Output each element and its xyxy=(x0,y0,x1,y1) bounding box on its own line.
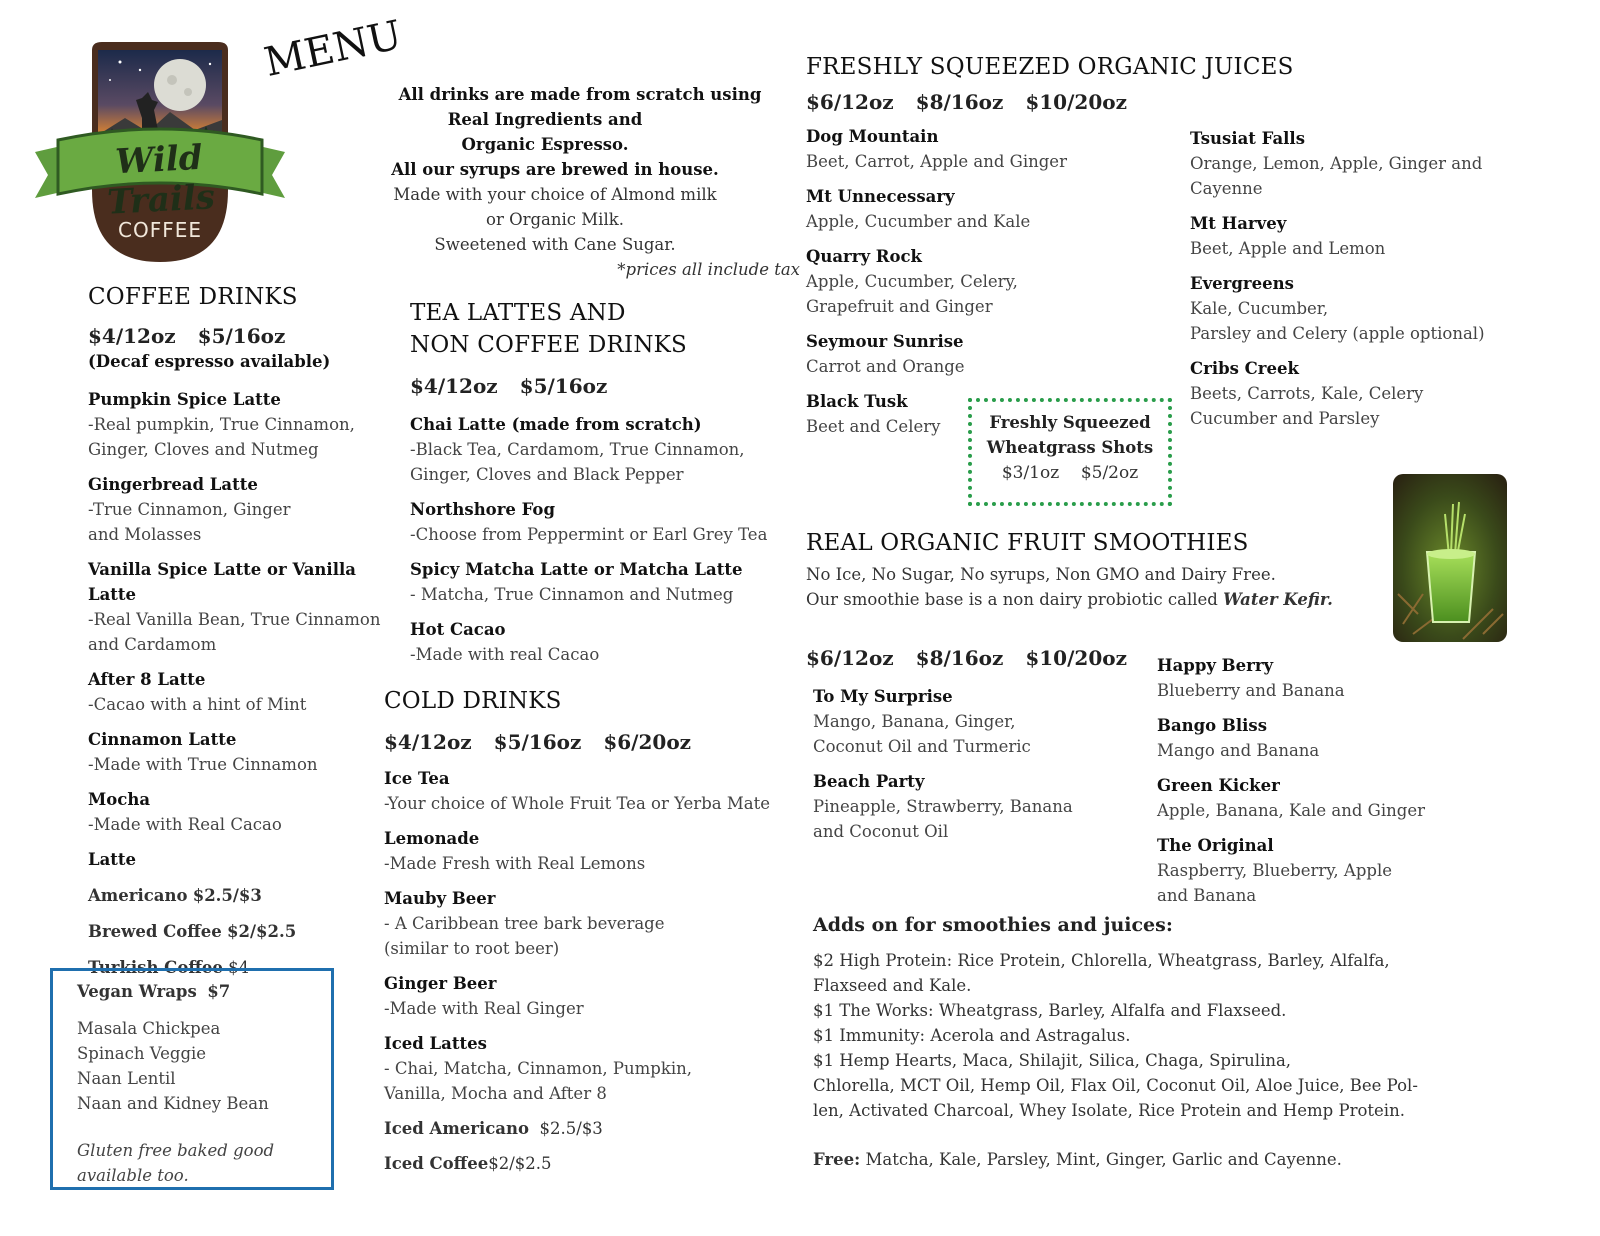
item-desc: - A Caribbean tree bark beverage xyxy=(384,914,665,933)
addon-line: Flaxseed and Kale. xyxy=(813,976,972,995)
item-name: Dog Mountain xyxy=(806,127,939,146)
free-label: Free: xyxy=(813,1150,861,1169)
item-desc: Beet, Apple and Lemon xyxy=(1190,239,1386,258)
item-name: Pumpkin Spice Latte xyxy=(88,390,281,409)
juices-price-12oz: $6/12oz xyxy=(806,90,894,114)
menu-item xyxy=(410,412,800,487)
addon-line: len, Activated Charcoal, Whey Isolate, Rice Protein and Hemp Protein. xyxy=(813,1101,1405,1120)
item-desc: -Made with Real Cacao xyxy=(88,815,282,834)
item-name: Mt Unnecessary xyxy=(806,187,955,206)
item-name: Iced Lattes xyxy=(384,1034,487,1053)
wraps-title: Vegan Wraps xyxy=(77,982,197,1001)
juices-prices xyxy=(806,90,1586,114)
item-name: Cribs Creek xyxy=(1190,359,1299,378)
smoothies-section xyxy=(806,530,1386,670)
menu-item xyxy=(88,787,408,837)
intro-line7: Sweetened with Cane Sugar. xyxy=(434,235,676,254)
free-text: Matcha, Kale, Parsley, Mint, Ginger, Garlic and Cayenne. xyxy=(860,1150,1342,1169)
item-name: Ice Tea xyxy=(384,769,450,788)
item-name: Happy Berry xyxy=(1157,656,1274,675)
menu-item xyxy=(410,497,800,547)
smoothies-price-16oz: $8/16oz xyxy=(915,646,1004,670)
smoothies-desc-line1: No Ice, No Sugar, No syrups, Non GMO and Dairy Free. xyxy=(806,565,1276,584)
menu-item xyxy=(88,847,408,872)
intro-line5: Made with your choice of Almond milk xyxy=(393,185,717,204)
water-kefir-text: Water Kefir. xyxy=(1223,590,1333,609)
menu-item xyxy=(384,1116,794,1141)
menu-item xyxy=(1157,833,1557,908)
item-desc: Mango, Banana, Ginger, xyxy=(813,712,1016,731)
menu-item xyxy=(806,329,1176,379)
item-name: Gingerbread Latte xyxy=(88,475,258,494)
menu-item xyxy=(1190,211,1590,261)
item-name: Brewed Coffee xyxy=(88,922,222,941)
wild-trails-logo xyxy=(30,40,290,270)
item-desc: Beet and Celery xyxy=(806,417,941,436)
menu-item xyxy=(88,727,408,777)
addon-line: $1 Immunity: Acerola and Astragalus. xyxy=(813,1026,1131,1045)
item-desc: -Made with Real Ginger xyxy=(384,999,584,1018)
smoothies-price-20oz: $10/20oz xyxy=(1025,646,1127,670)
juices-price-20oz: $10/20oz xyxy=(1025,90,1127,114)
item-desc: and Coconut Oil xyxy=(813,822,949,841)
menu-item xyxy=(806,244,1176,319)
intro-line2: Real Ingredients and xyxy=(447,110,643,129)
wrap-item: Naan Lentil xyxy=(77,1069,176,1088)
item-desc: Grapefruit and Ginger xyxy=(806,297,993,316)
logo-brand-text: Wild Trails xyxy=(106,137,216,223)
wheatgrass-line2: Wheatgrass Shots xyxy=(986,438,1154,457)
item-name: Hot Cacao xyxy=(410,620,506,639)
menu-item xyxy=(88,557,408,657)
gluten-free-note: available too. xyxy=(77,1166,189,1185)
item-desc: -Made with True Cinnamon xyxy=(88,755,318,774)
item-name: The Original xyxy=(1157,836,1274,855)
addons-title: Adds on for smoothies and juices: xyxy=(813,914,1173,936)
menu-heading: MENU xyxy=(260,12,406,86)
item-name: Quarry Rock xyxy=(806,247,922,266)
smoothies-title: REAL ORGANIC FRUIT SMOOTHIES xyxy=(806,530,1249,556)
tea-prices xyxy=(410,374,800,398)
intro-line4: All our syrups are brewed in house. xyxy=(391,160,719,179)
addons-section xyxy=(813,914,1513,1182)
item-price: $2.5/$3 xyxy=(539,1119,603,1138)
wrap-item: Spinach Veggie xyxy=(77,1044,207,1063)
item-name: Vanilla Spice Latte or Vanilla Latte xyxy=(88,560,356,604)
item-name: Lemonade xyxy=(384,829,480,848)
item-desc: Orange, Lemon, Apple, Ginger and xyxy=(1190,154,1483,173)
vegan-wraps-box xyxy=(50,968,334,1190)
item-desc: -Real Vanilla Bean, True Cinnamon xyxy=(88,610,381,629)
item-desc: -Made Fresh with Real Lemons xyxy=(384,854,646,873)
menu-item xyxy=(88,883,408,908)
smoothies-right-column xyxy=(1157,653,1557,918)
tea-title-line2: NON COFFEE DRINKS xyxy=(410,332,687,358)
juices-right-column xyxy=(1190,126,1590,441)
item-desc: Ginger, Cloves and Black Pepper xyxy=(410,465,684,484)
item-desc: Coconut Oil and Turmeric xyxy=(813,737,1031,756)
menu-item xyxy=(88,919,408,944)
item-price: $2/$2.5 xyxy=(488,1154,552,1173)
cold-price-16oz: $5/16oz xyxy=(493,730,582,754)
item-name: Evergreens xyxy=(1190,274,1294,293)
menu-item xyxy=(88,667,408,717)
smoothies-left-column xyxy=(813,684,1143,854)
item-name: Tsusiat Falls xyxy=(1190,129,1305,148)
menu-item xyxy=(806,184,1176,234)
item-name: Cinnamon Latte xyxy=(88,730,237,749)
item-name: Iced Coffee xyxy=(384,1154,489,1173)
item-desc: Blueberry and Banana xyxy=(1157,681,1345,700)
menu-item xyxy=(384,971,794,1021)
item-name: To My Surprise xyxy=(813,687,953,706)
coffee-section xyxy=(88,284,408,990)
cold-price-12oz: $4/12oz xyxy=(384,730,472,754)
gluten-free-note: Gluten free baked good xyxy=(77,1141,275,1160)
menu-item xyxy=(813,684,1143,759)
menu-item xyxy=(384,826,794,876)
menu-item xyxy=(88,387,408,462)
item-desc: -Made with real Cacao xyxy=(410,645,600,664)
item-name: Latte xyxy=(88,850,137,869)
item-desc: and Cardamom xyxy=(88,635,217,654)
smoothies-desc-line2 xyxy=(806,587,1386,612)
item-desc: and Molasses xyxy=(88,525,202,544)
wheatgrass-prices xyxy=(972,460,1168,486)
wheatgrass-shot-photo xyxy=(1393,474,1507,642)
item-price: $2.5/$3 xyxy=(192,886,262,905)
item-name: Black Tusk xyxy=(806,392,908,411)
intro-text xyxy=(360,82,800,282)
wheatgrass-price-2oz: $5/2oz xyxy=(1080,463,1139,483)
item-name: Spicy Matcha Latte or Matcha Latte xyxy=(410,560,743,579)
item-desc: -Real pumpkin, True Cinnamon, xyxy=(88,415,355,434)
coffee-price-12oz: $4/12oz xyxy=(88,324,176,348)
cold-prices xyxy=(384,730,794,754)
wraps-price: $7 xyxy=(207,982,231,1001)
item-name: Turkish Coffee xyxy=(88,958,223,977)
cold-title: COLD DRINKS xyxy=(384,688,562,714)
addon-line: $1 The Works: Wheatgrass, Barley, Alfalfa and Flaxseed. xyxy=(813,1001,1287,1020)
item-desc: Pineapple, Strawberry, Banana xyxy=(813,797,1073,816)
item-name: Mauby Beer xyxy=(384,889,496,908)
menu-item xyxy=(1157,773,1557,823)
item-name: Green Kicker xyxy=(1157,776,1280,795)
menu-item xyxy=(813,769,1143,844)
menu-item xyxy=(1157,713,1557,763)
intro-line1: All drinks are made from scratch using xyxy=(398,85,762,104)
menu-item xyxy=(1190,356,1590,431)
item-name: Seymour Sunrise xyxy=(806,332,964,351)
menu-item xyxy=(384,886,794,961)
menu-item xyxy=(806,124,1176,174)
item-desc: -Cacao with a hint of Mint xyxy=(88,695,307,714)
item-desc: Raspberry, Blueberry, Apple xyxy=(1157,861,1392,880)
wheatgrass-shots-box xyxy=(968,398,1172,506)
tea-price-12oz: $4/12oz xyxy=(410,374,498,398)
wrap-item: Masala Chickpea xyxy=(77,1019,221,1038)
item-desc: Beet, Carrot, Apple and Ginger xyxy=(806,152,1067,171)
wrap-item: Naan and Kidney Bean xyxy=(77,1094,269,1113)
item-desc: - Chai, Matcha, Cinnamon, Pumpkin, xyxy=(384,1059,693,1078)
item-desc: Cayenne xyxy=(1190,179,1263,198)
free-addons xyxy=(813,1147,1513,1172)
logo-sub-text: COFFEE xyxy=(118,218,202,242)
item-price: $2/$2.5 xyxy=(227,922,297,941)
item-desc: and Banana xyxy=(1157,886,1257,905)
item-name: Iced Americano xyxy=(384,1119,530,1138)
coffee-title: COFFEE DRINKS xyxy=(88,284,298,310)
wheatgrass-price-1oz: $3/1oz xyxy=(1001,463,1060,483)
intro-line6: or Organic Milk. xyxy=(486,210,624,229)
item-desc: Kale, Cucumber, xyxy=(1190,299,1329,318)
smoothies-desc-text: Our smoothie base is a non dairy probiotic called xyxy=(806,590,1224,609)
item-desc: Carrot and Orange xyxy=(806,357,965,376)
menu-item xyxy=(88,472,408,547)
cold-price-20oz: $6/20oz xyxy=(603,730,692,754)
wheatgrass-line1: Freshly Squeezed xyxy=(989,413,1151,432)
menu-item xyxy=(410,557,800,607)
menu-item xyxy=(384,1031,794,1106)
item-desc: -Black Tea, Cardamom, True Cinnamon, xyxy=(410,440,745,459)
menu-item xyxy=(384,766,794,816)
item-desc: (similar to root beer) xyxy=(384,939,560,958)
item-desc: Mango and Banana xyxy=(1157,741,1320,760)
item-desc: Apple, Cucumber, Celery, xyxy=(806,272,1018,291)
item-price: $4 xyxy=(228,958,250,977)
wraps-header xyxy=(77,979,331,1004)
addon-line: Chlorella, MCT Oil, Hemp Oil, Flax Oil, Coconut Oil, Aloe Juice, Bee Pol- xyxy=(813,1076,1418,1095)
menu-item xyxy=(1190,126,1590,201)
juices-section xyxy=(806,54,1586,114)
item-desc: Apple, Banana, Kale and Ginger xyxy=(1157,801,1425,820)
menu-item xyxy=(384,1151,794,1176)
item-name: Mocha xyxy=(88,790,151,809)
addon-line: $2 High Protein: Rice Protein, Chlorella, Wheatgrass, Barley, Alfalfa, xyxy=(813,951,1390,970)
item-name: Ginger Beer xyxy=(384,974,497,993)
smoothies-price-12oz: $6/12oz xyxy=(806,646,894,670)
menu-item xyxy=(410,617,800,667)
item-name: After 8 Latte xyxy=(88,670,206,689)
item-desc: -True Cinnamon, Ginger xyxy=(88,500,291,519)
coffee-prices xyxy=(88,324,408,348)
item-desc: Cucumber and Parsley xyxy=(1190,409,1380,428)
juices-price-16oz: $8/16oz xyxy=(915,90,1004,114)
item-name: Bango Bliss xyxy=(1157,716,1267,735)
item-desc: Beets, Carrots, Kale, Celery xyxy=(1190,384,1424,403)
decaf-note: (Decaf espresso available) xyxy=(88,352,331,371)
item-desc: Apple, Cucumber and Kale xyxy=(806,212,1031,231)
item-desc: Parsley and Celery (apple optional) xyxy=(1190,324,1485,343)
item-name: Chai Latte (made from scratch) xyxy=(410,415,702,434)
menu-item xyxy=(1157,653,1557,703)
addon-line: $1 Hemp Hearts, Maca, Shilajit, Silica, Chaga, Spirulina, xyxy=(813,1051,1292,1070)
item-name: Americano xyxy=(88,886,188,905)
item-desc: -Your choice of Whole Fruit Tea or Yerba Mate xyxy=(384,794,770,813)
intro-line3: Organic Espresso. xyxy=(461,135,629,154)
item-desc: -Choose from Peppermint or Earl Grey Tea xyxy=(410,525,768,544)
tea-title-line1: TEA LATTES AND xyxy=(410,300,626,326)
item-name: Mt Harvey xyxy=(1190,214,1287,233)
tea-price-16oz: $5/16oz xyxy=(519,374,608,398)
item-desc: Ginger, Cloves and Nutmeg xyxy=(88,440,319,459)
item-name: Northshore Fog xyxy=(410,500,555,519)
menu-item xyxy=(1190,271,1590,346)
tea-section xyxy=(410,300,800,677)
cold-section xyxy=(384,688,794,1186)
tax-note: *prices all include tax xyxy=(617,260,800,279)
juices-title: FRESHLY SQUEEZED ORGANIC JUICES xyxy=(806,54,1294,80)
item-name: Beach Party xyxy=(813,772,925,791)
item-desc: Vanilla, Mocha and After 8 xyxy=(384,1084,607,1103)
coffee-price-16oz: $5/16oz xyxy=(197,324,286,348)
item-desc: - Matcha, True Cinnamon and Nutmeg xyxy=(410,585,734,604)
